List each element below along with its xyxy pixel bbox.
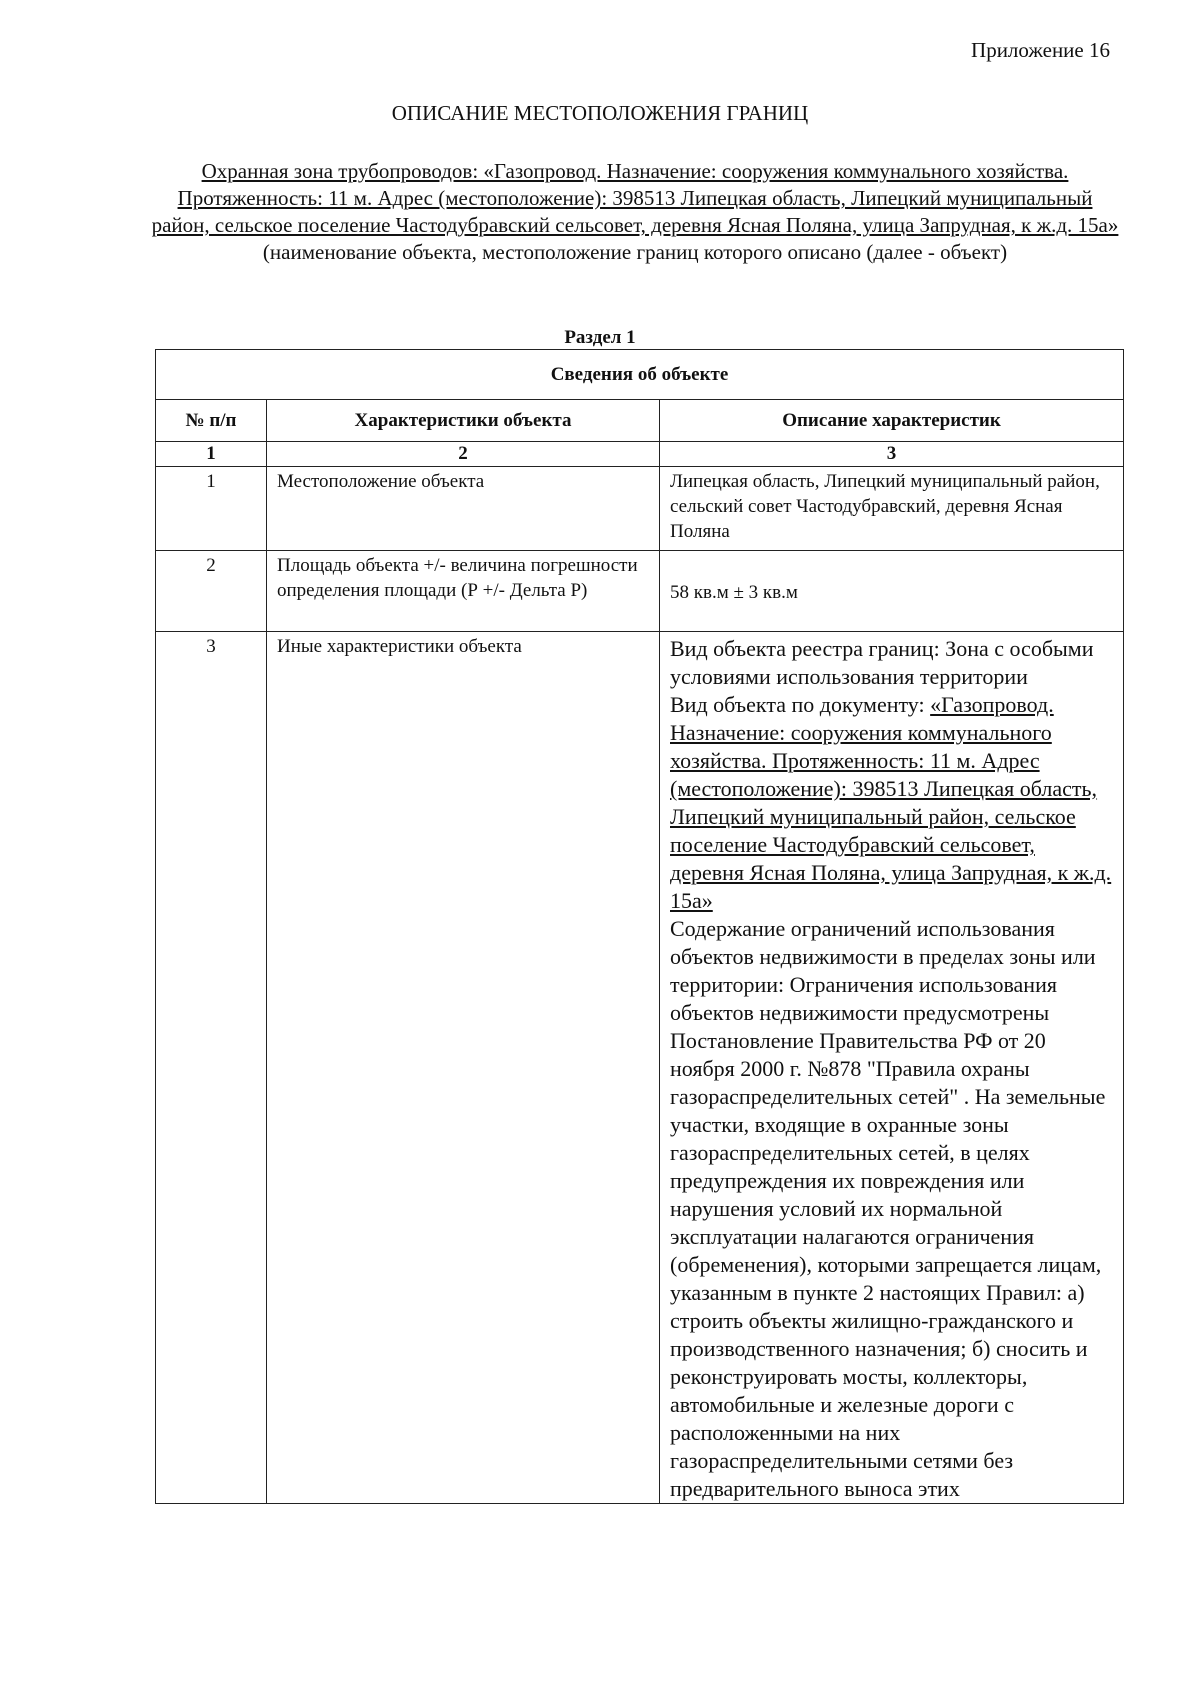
table-caption-row bbox=[156, 350, 1124, 400]
column-header-number: № п/п bbox=[156, 400, 267, 442]
table-header-row bbox=[156, 400, 1124, 442]
column-number: 1 bbox=[156, 442, 267, 467]
table-row bbox=[156, 632, 1124, 1504]
object-name: Охранная зона трубопроводов: «Газопровод. Назначение: сооружения коммунального хозяйства. Протяженность: 11 м. Адрес (местоположение): 398513 Липецкая область, Липецкий муниципальный район, сельское поселение Частодубравский сельсовет, деревня Ясная Поляна, улица Запрудная, к ж.д. 15а» bbox=[151, 159, 1119, 237]
row-characteristic: Площадь объекта +/- величина погрешности определения площади (Р +/- Дельта Р) bbox=[267, 551, 660, 632]
column-number: 3 bbox=[660, 442, 1124, 467]
row-number: 2 bbox=[156, 551, 267, 632]
object-name-block bbox=[150, 158, 1120, 266]
restrictions-content: Содержание ограничений использования объектов недвижимости в пределах зоны или территории: Ограничения использования объектов недвижимости предусмотрены Постановление Правительства РФ от 20 ноября 2000 г. №878 "Правила охраны газораспределительных сетей" . На земельные участки, входящие в охранные зоны газораспределительных сетей, в целях предупреждения их повреждения или нарушения условий их нормальной эксплуатации налагаются ограничения (обременения), которыми запрещается лицам, указанным в пункте 2 настоящих Правил: а) строить объекты жилищно-гражданского и производственного назначения; б) сносить и реконструировать мосты, коллекторы, автомобильные и железные дороги с расположенными на них газораспределительными сетями без предварительного выноса этих bbox=[670, 916, 1106, 1501]
table-caption: Сведения об объекте bbox=[156, 350, 1124, 400]
column-header-description: Описание характеристик bbox=[660, 400, 1124, 442]
table-row bbox=[156, 467, 1124, 551]
table-row bbox=[156, 551, 1124, 632]
object-name-caption: (наименование объекта, местоположение границ которого описано (далее - объект) bbox=[262, 240, 1008, 264]
section-title: Раздел 1 bbox=[564, 327, 636, 348]
row-description: 58 кв.м ± 3 кв.м bbox=[660, 551, 1124, 632]
row-number: 1 bbox=[156, 467, 267, 551]
row-number: 3 bbox=[156, 632, 267, 1504]
column-number: 2 bbox=[267, 442, 660, 467]
appendix-label: Приложение 16 bbox=[971, 38, 1110, 62]
column-numbers-row bbox=[156, 442, 1124, 467]
row-characteristic: Иные характеристики объекта bbox=[267, 632, 660, 1504]
object-registry-type: Вид объекта реестра границ: Зона с особыми условиями использования территории bbox=[670, 636, 1094, 689]
document-object-type-prefix: Вид объекта по документу: bbox=[670, 692, 931, 717]
row-characteristic: Местоположение объекта bbox=[267, 467, 660, 551]
column-header-characteristic: Характеристики объекта bbox=[267, 400, 660, 442]
document-title: ОПИСАНИЕ МЕСТОПОЛОЖЕНИЯ ГРАНИЦ bbox=[391, 101, 809, 125]
row-description-other bbox=[660, 632, 1124, 1504]
object-info-table bbox=[155, 349, 1124, 1504]
row-description: Липецкая область, Липецкий муниципальный район, сельский совет Частодубравский, деревня Ясная Поляна bbox=[660, 467, 1124, 551]
document-object-type: «Газопровод. Назначение: сооружения коммунального хозяйства. Протяженность: 11 м. Адрес (местоположение): 398513 Липецкая область, Липецкий муниципальный район, сельское поселение Частодубравский сельсовет, деревня Ясная Поляна, улица Запрудная, к ж.д. 15а» bbox=[670, 692, 1112, 913]
